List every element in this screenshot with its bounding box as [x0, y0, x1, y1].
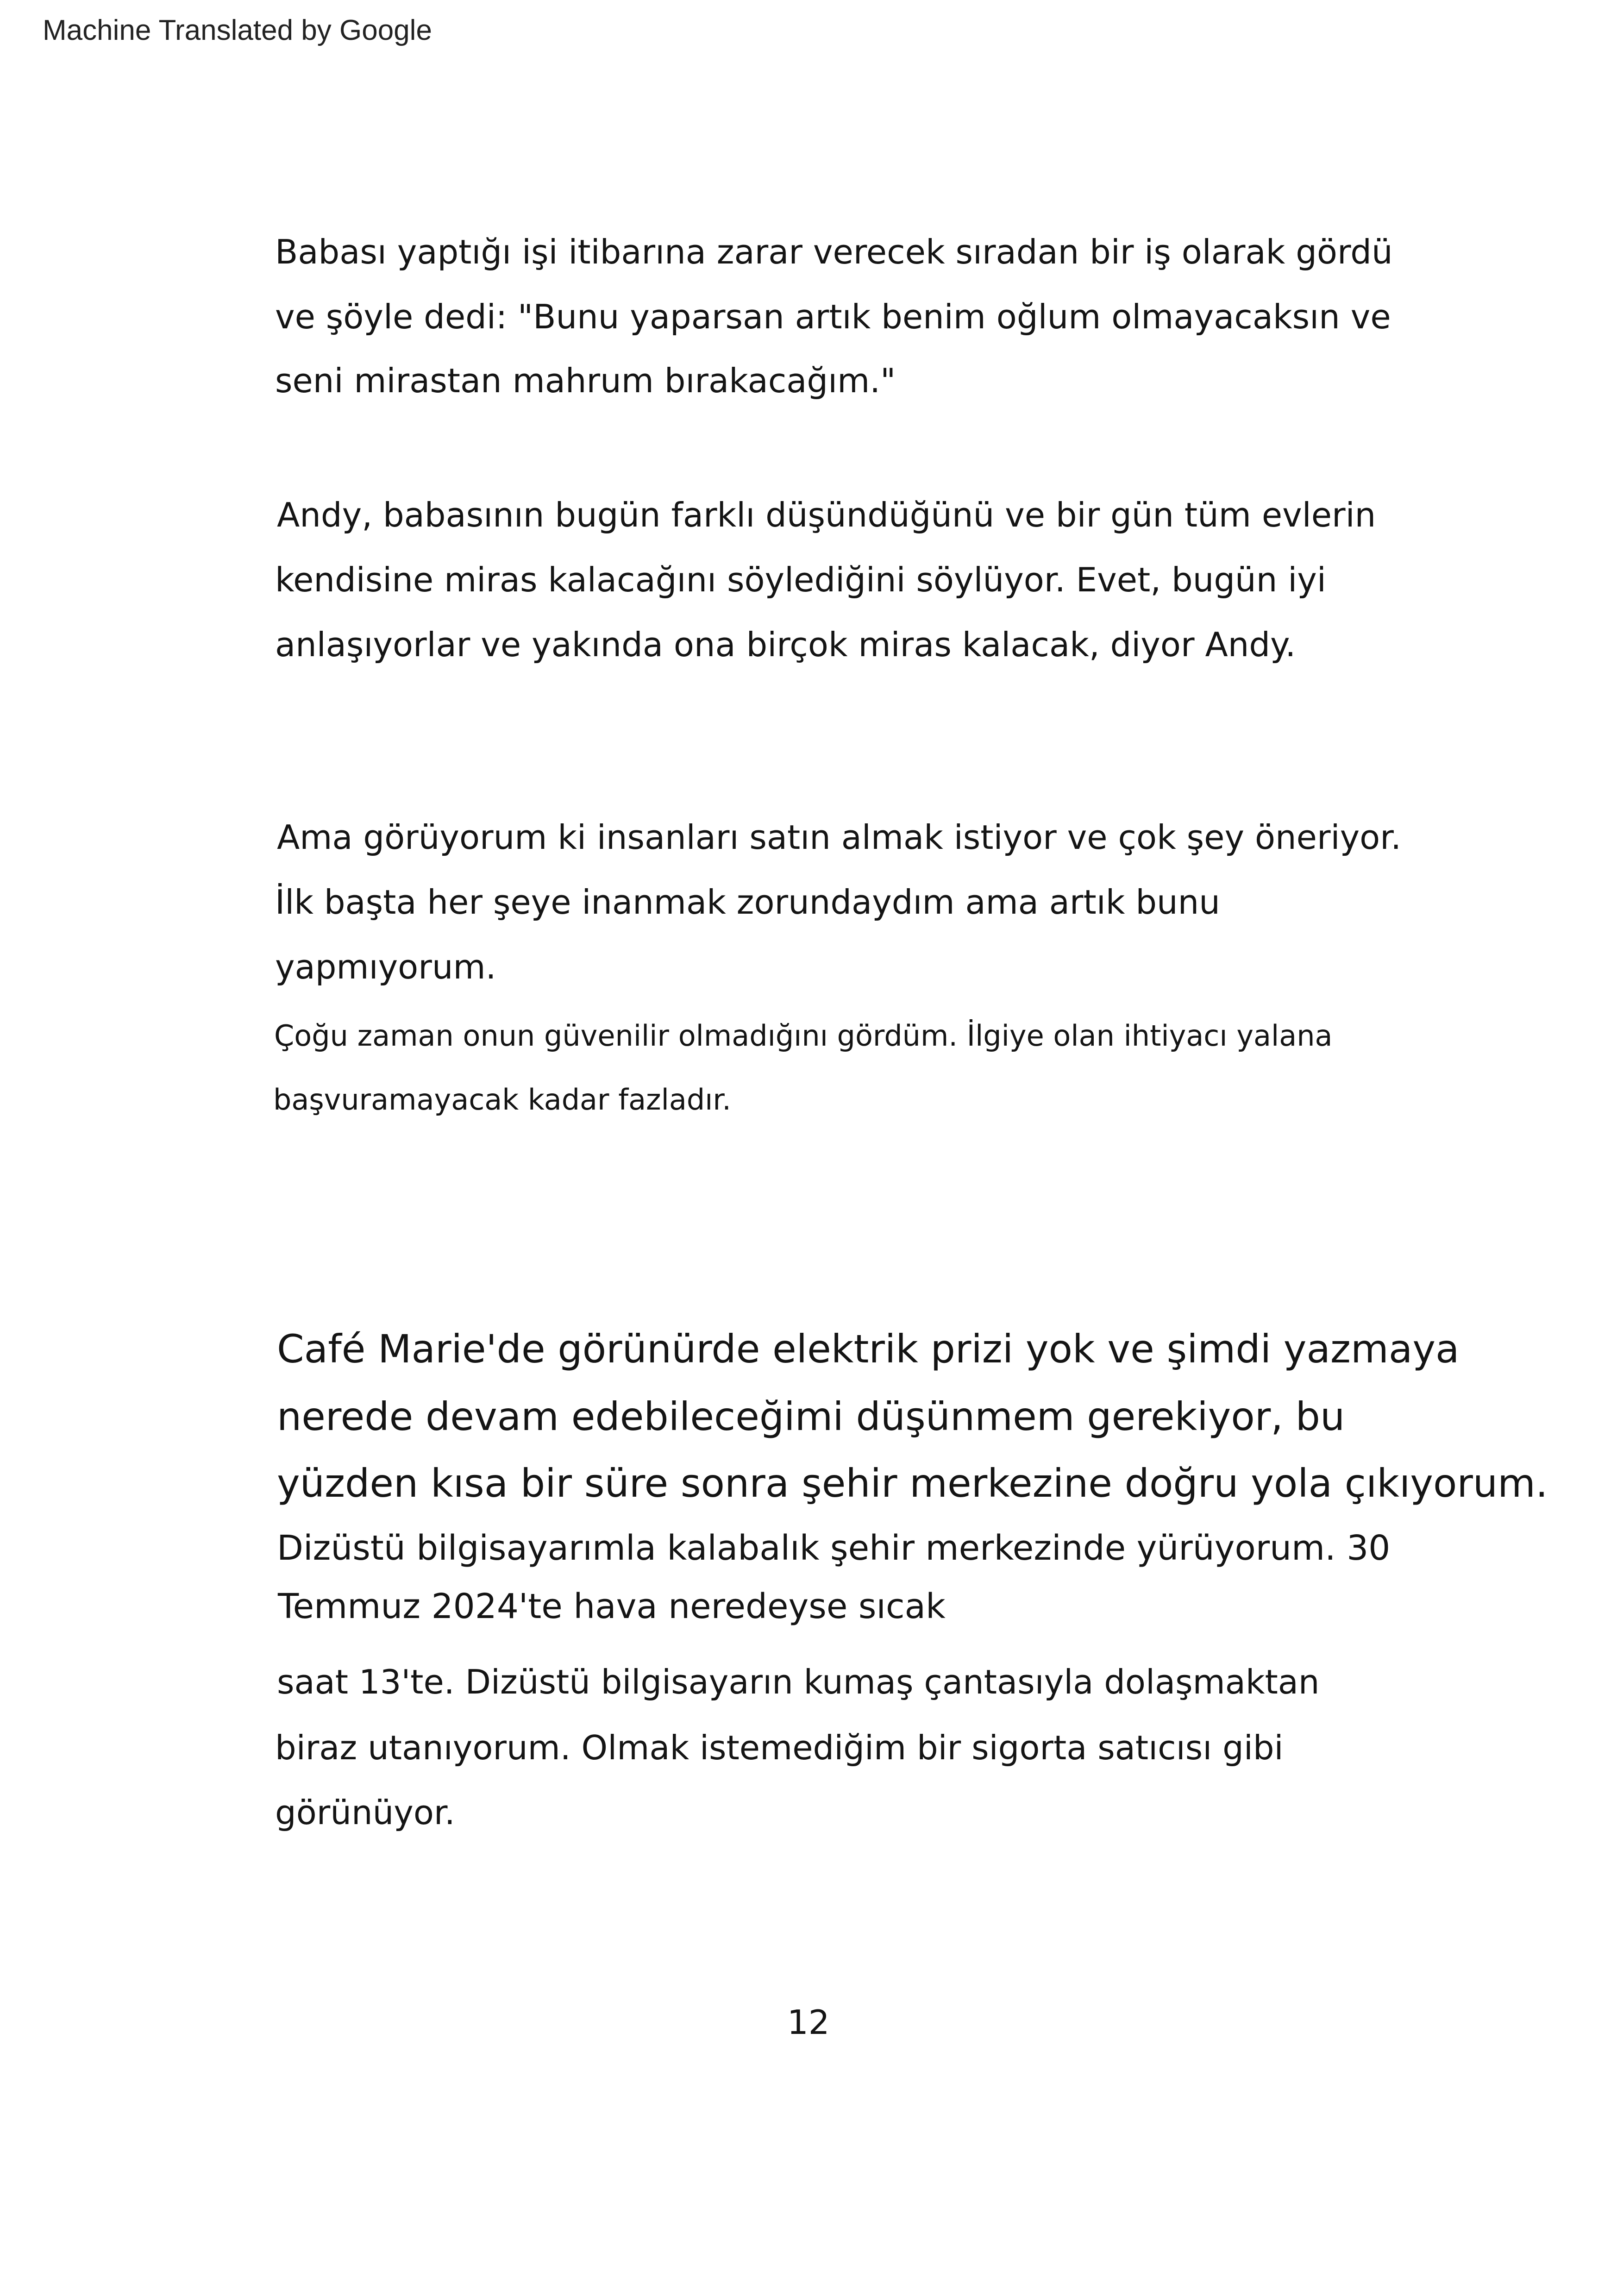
paragraph-5-line-3: yüzden kısa bir süre sonra şehir merkezine doğru yola çıkıyorum. — [277, 1461, 1548, 1506]
paragraph-2-line-3: anlaşıyorlar ve yakında ona birçok miras kalacak, diyor Andy. — [275, 625, 1296, 664]
paragraph-7-line-1: saat 13'te. Dizüstü bilgisayarın kumaş çantasıyla dolaşmaktan — [277, 1662, 1320, 1701]
paragraph-2-line-1: Andy, babasının bugün farklı düşündüğünü ve bir gün tüm evlerin — [277, 496, 1376, 534]
paragraph-3-line-1: Ama görüyorum ki insanları satın almak istiyor ve çok şey öneriyor. — [277, 818, 1402, 857]
page-number: 12 — [787, 2003, 830, 2042]
machine-translation-label: Machine Translated by Google — [43, 14, 432, 46]
paragraph-7-line-2: biraz utanıyorum. Olmak istemediğim bir sigorta satıcısı gibi — [275, 1728, 1284, 1767]
paragraph-5-line-1: Café Marie'de görünürde elektrik prizi yok ve şimdi yazmaya — [277, 1326, 1460, 1372]
paragraph-2-line-2: kendisine miras kalacağını söylediğini söylüyor. Evet, bugün iyi — [275, 560, 1326, 599]
paragraph-1-line-3: seni mirastan mahrum bırakacağım." — [275, 361, 896, 400]
paragraph-7-line-3: görünüyor. — [275, 1793, 455, 1832]
paragraph-6-line-2: Temmuz 2024'te hava neredeyse sıcak — [278, 1587, 946, 1626]
paragraph-3-line-2: İlk başta her şeye inanmak zorundaydım ama artık bunu — [275, 883, 1220, 922]
paragraph-4-line-1: Çoğu zaman onun güvenilir olmadığını gördüm. İlgiye olan ihtiyacı yalana — [274, 1019, 1333, 1053]
paragraph-6-line-1: Dizüstü bilgisayarımla kalabalık şehir merkezinde yürüyorum. 30 — [277, 1528, 1391, 1568]
paragraph-4-line-2: başvuramayacak kadar fazladır. — [273, 1083, 731, 1117]
paragraph-1-line-2: ve şöyle dedi: "Bunu yaparsan artık benim oğlum olmayacaksın ve — [275, 297, 1391, 336]
paragraph-3-line-3: yapmıyorum. — [275, 947, 496, 986]
paragraph-1-line-1: Babası yaptığı işi itibarına zarar verecek sıradan bir iş olarak gördü — [275, 232, 1393, 271]
paragraph-5-line-2: nerede devam edebileceğimi düşünmem gerekiyor, bu — [277, 1394, 1345, 1439]
